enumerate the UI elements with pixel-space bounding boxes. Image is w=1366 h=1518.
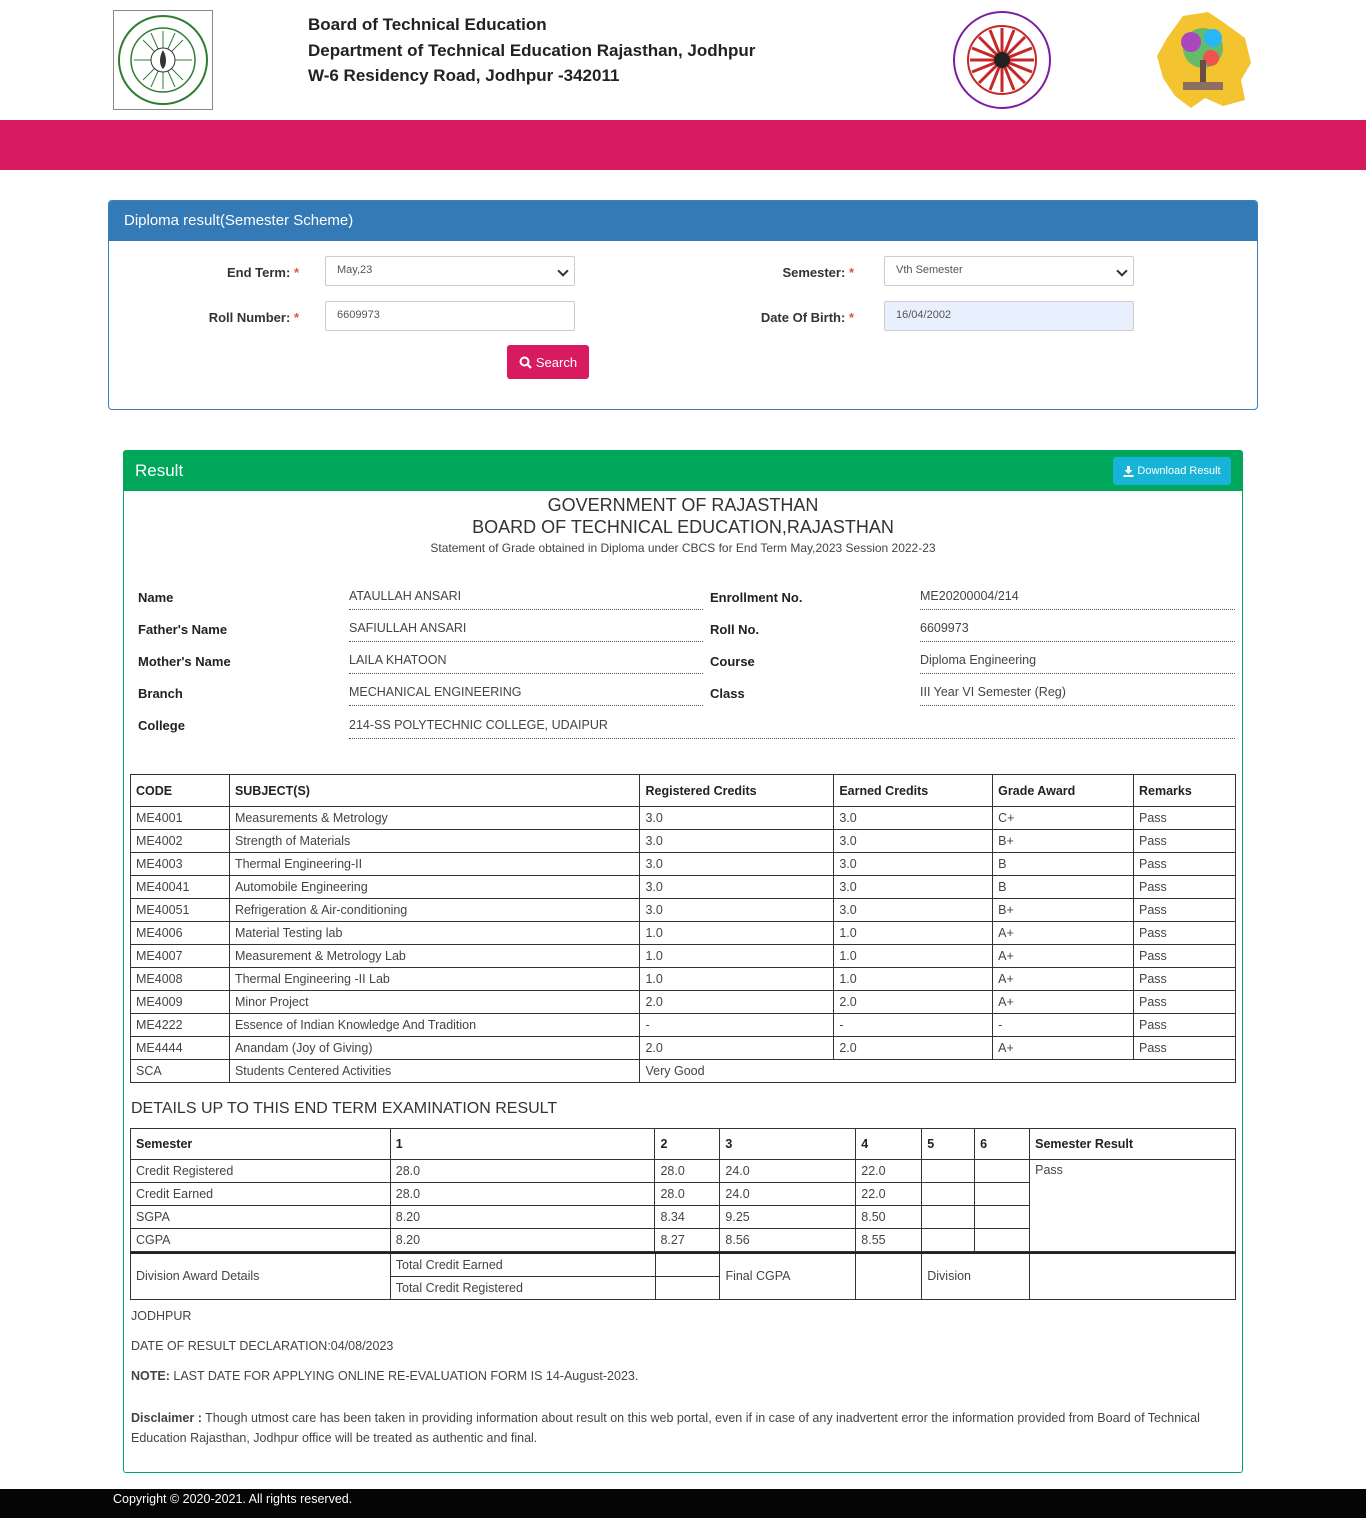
subject-row (131, 968, 1236, 991)
col-semester-result: Semester Result (1030, 1129, 1236, 1160)
subject-row (131, 1014, 1236, 1037)
download-result-label: Download Result (1137, 465, 1221, 477)
header-line-department: Department of Technical Education Rajasthan, Jodhpur (308, 40, 756, 60)
total-credit-earned-label: Total Credit Earned (390, 1253, 655, 1276)
subject-name: Refrigeration & Air-conditioning (229, 899, 640, 922)
end-term-label (169, 265, 299, 280)
earned-credits: 1.0 (834, 922, 993, 945)
sem-6-value (975, 1183, 1030, 1206)
name-label: Name (138, 590, 174, 605)
sem-1-value: 8.20 (390, 1206, 655, 1229)
sem-2-value: 28.0 (655, 1183, 720, 1206)
roll-no-label: Roll No. (710, 622, 760, 637)
semester-result-value: Pass (1030, 1160, 1236, 1252)
subject-name: Strength of Materials (229, 830, 640, 853)
father-name-value: SAFIULLAH ANSARI (349, 621, 703, 642)
remarks: Pass (1134, 991, 1236, 1014)
col-sem-2: 2 (655, 1129, 720, 1160)
board-heading: BOARD OF TECHNICAL EDUCATION,RAJASTHAN (472, 517, 894, 537)
earned-credits: 2.0 (834, 1037, 993, 1060)
required-mark: * (293, 310, 299, 325)
subject-row (131, 899, 1236, 922)
summary-row (131, 1160, 1236, 1183)
semester-label (724, 265, 854, 280)
enrollment-label: Enrollment No. (710, 590, 803, 605)
grade-award: - (993, 1014, 1134, 1037)
subject-row (131, 876, 1236, 899)
col-earned-credits: Earned Credits (834, 775, 993, 807)
header-line-board: Board of Technical Education (308, 15, 547, 34)
dte-rajasthan-logo-icon (952, 10, 1052, 110)
subject-row (131, 807, 1236, 830)
subject-name: Minor Project (229, 991, 640, 1014)
search-icon (519, 356, 532, 369)
remarks: Pass (1134, 1014, 1236, 1037)
roll-no-value: 6609973 (920, 621, 1235, 642)
sem-4-value: 8.50 (856, 1206, 922, 1229)
grade-award: B (993, 876, 1134, 899)
earned-credits: - (834, 1014, 993, 1037)
subject-code: ME4003 (131, 853, 230, 876)
name-value: ATAULLAH ANSARI (349, 589, 703, 610)
subject-name: Essence of Indian Knowledge And Tradition (229, 1014, 640, 1037)
col-subject: SUBJECT(S) (229, 775, 640, 807)
grade-award: A+ (993, 922, 1134, 945)
subject-name: Anandam (Joy of Giving) (229, 1037, 640, 1060)
col-sem-6: 6 (975, 1129, 1030, 1160)
course-value: Diploma Engineering (920, 653, 1235, 674)
remarks: Pass (1134, 853, 1236, 876)
metric-label: CGPA (131, 1229, 391, 1252)
remarks: Pass (1134, 807, 1236, 830)
earned-credits: 3.0 (834, 899, 993, 922)
sem-5-value (922, 1206, 975, 1229)
site-header (0, 0, 1366, 120)
sem-5-value (922, 1160, 975, 1183)
registered-credits: 1.0 (640, 945, 834, 968)
registered-credits: 3.0 (640, 899, 834, 922)
sem-6-value (975, 1206, 1030, 1229)
subject-code: ME4008 (131, 968, 230, 991)
remarks: Pass (1134, 830, 1236, 853)
sem-1-value: 28.0 (390, 1183, 655, 1206)
remarks: Pass (1134, 899, 1236, 922)
dob-input[interactable]: 16/04/2002 (884, 301, 1134, 331)
grade-award: A+ (993, 1037, 1134, 1060)
subject-row (131, 1037, 1236, 1060)
details-section-title: DETAILS UP TO THIS END TERM EXAMINATION RESULT (131, 1100, 558, 1117)
copyright-footer: Copyright © 2020-2021. All rights reserved. (0, 1489, 1366, 1518)
registered-credits: 3.0 (640, 807, 834, 830)
note-label: NOTE: (131, 1369, 170, 1383)
disclaimer-text: Though utmost care has been taken in providing information about result on this web portal, even if in case of any inadvertent error the information provided from Board of Technical Education Rajasthan, Jodhpur office will be treated as authentic and final. (131, 1411, 1200, 1445)
earned-credits: 2.0 (834, 991, 993, 1014)
remarks: Pass (1134, 1037, 1236, 1060)
subject-code: ME40041 (131, 876, 230, 899)
sem-5-value (922, 1229, 975, 1252)
subjects-table (130, 774, 1236, 1083)
col-sem-1: 1 (390, 1129, 655, 1160)
search-button[interactable] (507, 345, 589, 379)
col-grade-award: Grade Award (993, 775, 1134, 807)
earned-credits: 3.0 (834, 876, 993, 899)
mother-name-value: LAILA KHATOON (349, 653, 703, 674)
dob-label-text: Date Of Birth: (760, 310, 846, 325)
col-remarks: Remarks (1134, 775, 1236, 807)
sem-3-value: 9.25 (720, 1206, 856, 1229)
total-credit-earned-value (655, 1253, 720, 1276)
note-text: LAST DATE FOR APPLYING ONLINE RE-EVALUATION FORM IS 14-August-2023. (169, 1369, 639, 1383)
header-title-block (308, 12, 755, 89)
re-evaluation-note (131, 1369, 638, 1383)
result-place: JODHPUR (131, 1309, 192, 1323)
earned-credits: 1.0 (834, 968, 993, 991)
sem-6-value (975, 1160, 1030, 1183)
earned-credits: 1.0 (834, 945, 993, 968)
grade-award: B+ (993, 830, 1134, 853)
subject-code: ME4001 (131, 807, 230, 830)
sca-subject: Students Centered Activities (229, 1060, 640, 1083)
subject-code: ME4006 (131, 922, 230, 945)
remarks: Pass (1134, 876, 1236, 899)
college-value: 214-SS POLYTECHNIC COLLEGE, UDAIPUR (349, 718, 1235, 739)
sca-row (131, 1060, 1236, 1083)
earned-credits: 3.0 (834, 807, 993, 830)
grade-award: C+ (993, 807, 1134, 830)
sem-1-value: 8.20 (390, 1229, 655, 1252)
sca-value: Very Good (640, 1060, 1236, 1083)
sem-6-value (975, 1229, 1030, 1252)
statement-subtitle: Statement of Grade obtained in Diploma under CBCS for End Term May,2023 Session 2022-23 (430, 541, 936, 555)
division-value (1030, 1253, 1236, 1299)
grade-award: B+ (993, 899, 1134, 922)
subject-name: Measurements & Metrology (229, 807, 640, 830)
metric-label: SGPA (131, 1206, 391, 1229)
sem-4-value: 22.0 (856, 1160, 922, 1183)
download-icon (1123, 466, 1134, 477)
subject-code: ME4222 (131, 1014, 230, 1037)
end-term-select[interactable]: May,23 (325, 256, 575, 286)
board-seal-logo (113, 10, 213, 110)
division-label: Division (922, 1253, 1030, 1299)
subject-name: Thermal Engineering -II Lab (229, 968, 640, 991)
mother-name-label: Mother's Name (138, 654, 231, 669)
result-title: Result (135, 461, 184, 480)
registered-credits: 1.0 (640, 922, 834, 945)
sem-3-value: 24.0 (720, 1183, 856, 1206)
subject-name: Automobile Engineering (229, 876, 640, 899)
sem-3-value: 8.56 (720, 1229, 856, 1252)
division-award-table (130, 1252, 1236, 1300)
sem-5-value (922, 1183, 975, 1206)
subject-name: Measurement & Metrology Lab (229, 945, 640, 968)
sem-1-value: 28.0 (390, 1160, 655, 1183)
required-mark: * (848, 310, 854, 325)
grade-award: A+ (993, 945, 1134, 968)
semester-summary-table (130, 1128, 1236, 1252)
subject-row (131, 830, 1236, 853)
gov-heading: GOVERNMENT OF RAJASTHAN (547, 495, 819, 515)
grade-award: A+ (993, 968, 1134, 991)
download-result-button[interactable] (1113, 457, 1231, 485)
end-term-label-text: End Term: (226, 265, 291, 280)
final-cgpa-value (856, 1253, 922, 1299)
grade-award: A+ (993, 991, 1134, 1014)
subject-row (131, 991, 1236, 1014)
registered-credits: 1.0 (640, 968, 834, 991)
earned-credits: 3.0 (834, 853, 993, 876)
total-credit-registered-value (655, 1276, 720, 1299)
col-semester: Semester (131, 1129, 391, 1160)
declaration-date: DATE OF RESULT DECLARATION:04/08/2023 (131, 1339, 394, 1353)
disclaimer (131, 1408, 1221, 1448)
sem-2-value: 28.0 (655, 1160, 720, 1183)
class-label: Class (710, 686, 745, 701)
search-panel-title: Diploma result(Semester Scheme) (109, 201, 1257, 241)
search-panel (108, 200, 1258, 410)
subjects-header-row (131, 775, 1236, 807)
remarks: Pass (1134, 945, 1236, 968)
sem-4-value: 8.55 (856, 1229, 922, 1252)
sem-2-value: 8.34 (655, 1206, 720, 1229)
father-name-label: Father's Name (138, 622, 228, 637)
course-label: Course (710, 654, 755, 669)
result-panel (123, 450, 1243, 1473)
college-label: College (138, 718, 185, 733)
metric-label: Credit Earned (131, 1183, 391, 1206)
sem-3-value: 24.0 (720, 1160, 856, 1183)
accent-bar (0, 120, 1366, 170)
registered-credits: - (640, 1014, 834, 1037)
subject-row (131, 922, 1236, 945)
roll-number-input[interactable]: 6609973 (325, 301, 575, 331)
result-panel-header (124, 451, 1242, 491)
sem-2-value: 8.27 (655, 1229, 720, 1252)
sca-code: SCA (131, 1060, 230, 1083)
final-cgpa-label: Final CGPA (720, 1253, 856, 1299)
semester-select[interactable]: Vth Semester (884, 256, 1134, 286)
subject-row (131, 945, 1236, 968)
grade-award: B (993, 853, 1134, 876)
branch-value: MECHANICAL ENGINEERING (349, 685, 703, 706)
remarks: Pass (1134, 922, 1236, 945)
subject-row (131, 853, 1236, 876)
subject-code: ME4007 (131, 945, 230, 968)
registered-credits: 3.0 (640, 853, 834, 876)
total-credit-registered-label: Total Credit Registered (390, 1276, 655, 1299)
division-award-label: Division Award Details (131, 1253, 391, 1299)
remarks: Pass (1134, 968, 1236, 991)
col-sem-4: 4 (856, 1129, 922, 1160)
dob-label (724, 310, 854, 325)
earned-credits: 3.0 (834, 830, 993, 853)
subject-name: Material Testing lab (229, 922, 640, 945)
col-registered-credits: Registered Credits (640, 775, 834, 807)
branch-label: Branch (138, 686, 183, 701)
required-mark: * (848, 265, 854, 280)
subject-code: ME4444 (131, 1037, 230, 1060)
semester-label-text: Semester: (782, 265, 846, 280)
col-code: CODE (131, 775, 230, 807)
disclaimer-label: Disclaimer : (131, 1411, 202, 1425)
hte-rajasthan-map-logo-icon (1153, 8, 1253, 112)
col-sem-5: 5 (922, 1129, 975, 1160)
registered-credits: 3.0 (640, 830, 834, 853)
registered-credits: 2.0 (640, 991, 834, 1014)
header-line-address: W-6 Residency Road, Jodhpur -342011 (308, 66, 620, 85)
col-sem-3: 3 (720, 1129, 856, 1160)
roll-number-label-text: Roll Number: (208, 310, 291, 325)
search-button-label: Search (535, 354, 578, 370)
seal-emblem-icon (116, 13, 210, 107)
metric-label: Credit Registered (131, 1160, 391, 1183)
subject-code: ME40051 (131, 899, 230, 922)
registered-credits: 3.0 (640, 876, 834, 899)
registered-credits: 2.0 (640, 1037, 834, 1060)
summary-header-row (131, 1129, 1236, 1160)
sem-4-value: 22.0 (856, 1183, 922, 1206)
subject-code: ME4009 (131, 991, 230, 1014)
class-value: III Year VI Semester (Reg) (920, 685, 1235, 706)
required-mark: * (293, 265, 299, 280)
subject-code: ME4002 (131, 830, 230, 853)
enrollment-value: ME20200004/214 (920, 589, 1235, 610)
roll-number-label (169, 310, 299, 325)
subject-name: Thermal Engineering-II (229, 853, 640, 876)
division-row-earned (131, 1253, 1236, 1276)
